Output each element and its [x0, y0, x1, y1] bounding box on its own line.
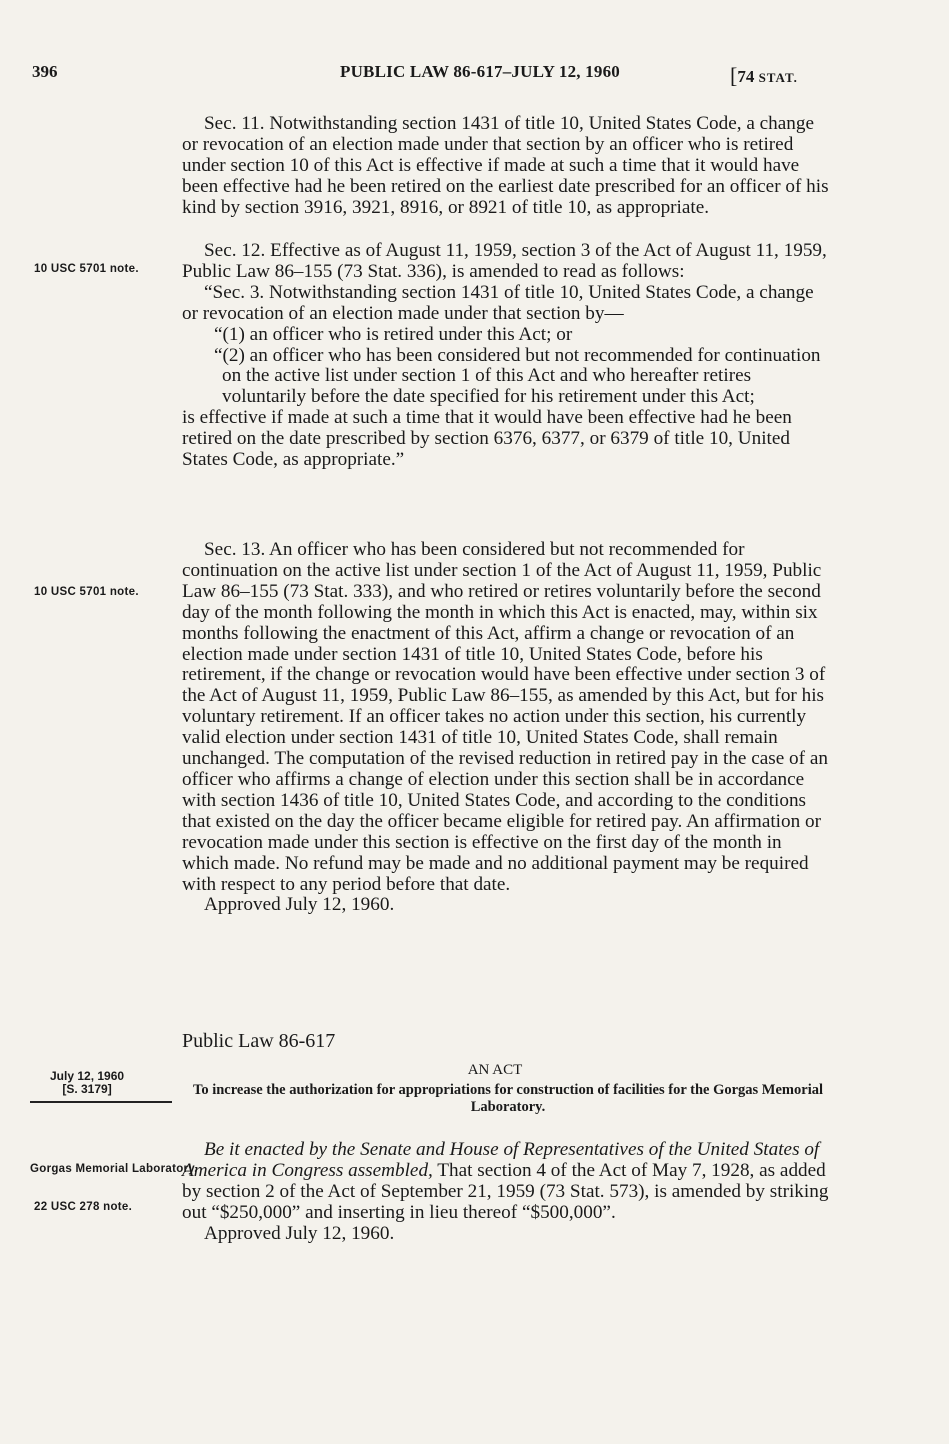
sec3-closing: is effective if made at such a time that it would have been effective had he been retired on the date prescribed by section 6376, 6377, or 6379 of title 10, United States Code, as appropriate.”	[182, 407, 792, 471]
public-law-heading: Public Law 86-617	[182, 1030, 336, 1052]
stat-abbrev: STAT.	[758, 70, 798, 85]
sec13-margin-note: 10 USC 5701 note.	[34, 586, 139, 598]
sec3-quote-text: Notwithstanding section 1431 of title 10, United States Code, a change or revocation of an election made under that section by—	[182, 281, 814, 324]
bill-number: [S. 3179]	[62, 1082, 112, 1096]
usc-278-margin-note: 22 USC 278 note.	[34, 1201, 133, 1213]
public-law-body	[182, 1140, 832, 1245]
gorgas-margin-note: Gorgas Memorial Laboratory.	[30, 1163, 198, 1175]
page-number: 396	[32, 62, 58, 81]
sec13-label: Sec. 13.	[204, 539, 266, 560]
sec13-text: An officer who has been considered but not recommended for continuation on the active list under section 1 of the Act of August 11, 1959, Public Law 86–155 (73 Stat. 333), and who retired or retires voluntarily before the second day of the month following the month in which this Act is enacted, may, within six months following the enactment of this Act, affirm a change or revocation of an election made under section 1431 of title 10, United States Code, before his retirement, if the change or revocation would have been effective under section 3 of the Act of August 11, 1959, Public Law 86–155, as amended by this Act, but for his voluntary retirement. If an officer takes no action under this section, his currently valid election under section 1431 of title 10, United States Code, shall remain unchanged. The computation of the revised reduction in retired pay in the case of an officer who affirms a change of election under this section shall be in accordance with section 1436 of title 10, United States Code, and according to the conditions that existed on the day the officer became eligible for retired pay. An affirmation or revocation made under this section is effective on the first day of the month in which made. No refund may be made and no additional payment may be required with respect to any period before that date.	[182, 539, 828, 895]
enactment-date-note	[50, 1070, 124, 1096]
stat-bracket: [	[730, 63, 738, 88]
sec12-margin-note: 10 USC 5701 note.	[34, 263, 139, 275]
act-body: That section 4 of the Act of May 7, 1928, as added by section 2 of the Act of September 21, 1959 (73 Stat. 573), is amended by striking out “$250,000” and inserting in lieu thereof “$500,000”.	[182, 1159, 829, 1223]
section-11	[182, 114, 832, 219]
margin-rule	[30, 1101, 172, 1103]
header-title: PUBLIC LAW 86-617–JULY 12, 1960	[340, 62, 620, 81]
stat-volume: 74	[737, 67, 755, 86]
an-act-label: AN ACT	[467, 1062, 523, 1078]
section-13	[182, 540, 832, 916]
running-header	[32, 62, 862, 88]
statute-citation	[730, 62, 798, 88]
section-12	[182, 241, 832, 471]
sec11-label: Sec. 11.	[204, 113, 265, 134]
sec3-quote-label: “Sec. 3.	[204, 281, 265, 303]
sec3-item-2: “(2) an officer who has been considered but not recommended for continuation on the active list under section 1 of this Act and who hereafter retires voluntarily before the date specified for his retirement under this Act;	[214, 344, 821, 408]
sec13-approved: Approved July 12, 1960.	[204, 894, 395, 916]
date-note: July 12, 1960	[50, 1069, 125, 1083]
sec11-text: Notwithstanding section 1431 of title 10, United States Code, a change or revocation of an election made under that section by an officer who is retired under section 10 of this Act is effective if made at such a time that it would have been effective had he been retired on the earliest date prescribed for an officer of his kind by section 3916, 3921, 8916, or 8921 of title 10, as appropriate.	[182, 113, 829, 218]
sec3-item-1: “(1) an officer who is retired under this Act; or	[214, 323, 573, 345]
act-purpose: To increase the authorization for appropriations for construction of facilities for the Gorgas Memorial Laboratory.	[192, 1082, 823, 1115]
sec12-text: Effective as of August 11, 1959, section 3 of the Act of August 11, 1959, Public Law 86–155 (73 Stat. 336), is amended to read as follows:	[182, 240, 827, 282]
sec12-label: Sec. 12.	[204, 240, 266, 261]
enacting-clause: Be it enacted by the Senate and House of Representatives of the United States of America in Congress assembled,	[182, 1139, 820, 1181]
pl-approved: Approved July 12, 1960.	[204, 1222, 395, 1244]
